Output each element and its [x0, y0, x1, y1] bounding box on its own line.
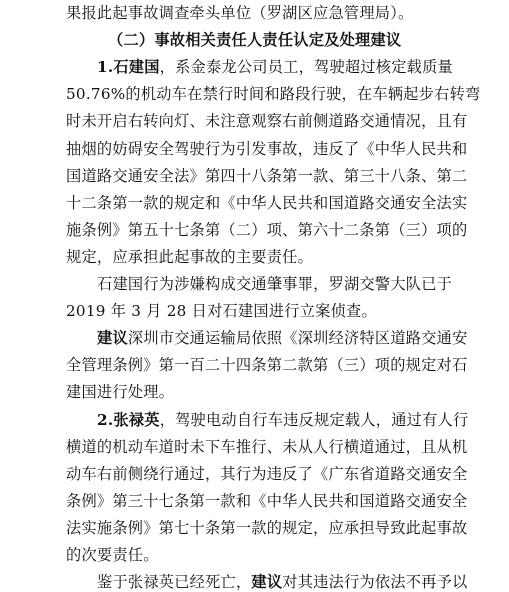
text-line-1	[66, 3, 413, 23]
text-line-14	[66, 355, 467, 375]
line-text: 十二条第一款的规定和《中华人民共和国道路交通安全法实	[66, 193, 468, 212]
text-line-12	[66, 301, 377, 321]
text-line-10	[66, 247, 313, 267]
text-line-17	[66, 437, 467, 457]
line-text: 鉴于张禄英已经死亡，	[97, 573, 252, 592]
line-text: 条例》第三十七条第一款和《中华人民共和国道路交通安全	[66, 491, 468, 510]
section-heading	[108, 30, 401, 50]
person-name: 1.石建国	[97, 58, 160, 77]
line-text: 50.76%的机动车在禁行时间和路段行驶，在车辆起步右转弯	[66, 85, 481, 104]
line-text: 法实施条例》第七十条第一款的规定，应承担导致此起事故	[66, 518, 468, 537]
line-text: 石建国行为涉嫌构成交通肇事罪，罗湖交警大队已于	[97, 275, 453, 293]
text-line-11	[97, 274, 452, 294]
line-text: 的次要责任。	[66, 546, 159, 564]
line-text: ，系金泰龙公司员工，驾驶超过核定载质量	[159, 58, 453, 77]
line-text: 建国进行处理。	[66, 383, 175, 402]
text-line-21	[66, 545, 159, 565]
text-line-18	[66, 464, 467, 484]
line-text: 深圳市交通运输局依照《深圳经济特区道路交通安	[127, 329, 468, 348]
line-text: 对其违法行为依法不再予以	[282, 573, 468, 592]
suggestion-label: 建议	[97, 329, 128, 348]
text-line-15	[66, 382, 174, 402]
line-text: 动车右前侧绕行通过，其行为违反了《广东省道路交通安全	[66, 464, 468, 483]
text-line-19	[66, 491, 467, 511]
line-text: 果报此起事故调查牵头单位（罗湖区应急管理局）。	[66, 4, 414, 22]
line-text: 抽烟的妨碍安全驾驶行为引发事故，违反了《中华人民共和	[66, 139, 468, 158]
text-line-20	[66, 518, 467, 538]
line-text: ，驾驶电动自行车违反规定载人，通过有人行	[159, 410, 469, 429]
line-text: 横道的机动车道时未下车推行、未从人行横道通过，且从机	[66, 437, 468, 456]
text-line-16	[97, 410, 468, 430]
text-line-7	[66, 166, 467, 186]
line-text: 规定，应承担此起事故的主要责任。	[66, 247, 313, 266]
text-line-3	[97, 57, 453, 77]
text-line-4	[66, 84, 480, 104]
line-text: 施条例》第五十七条第（二）项、第六十二条第（三）项的	[66, 220, 468, 239]
line-text: 时未开启右转向灯、未注意观察右前侧道路交通情况，且有	[66, 112, 468, 131]
text-line-13	[97, 328, 468, 348]
heading-text: （二）事故相关责任人责任认定及处理建议	[108, 31, 402, 50]
line-text: 国道路交通安全法》第四十八条第一款、第三十八条、第二	[66, 166, 468, 185]
text-line-22	[97, 572, 468, 592]
text-line-8	[66, 193, 467, 213]
text-line-5	[66, 111, 467, 131]
text-line-6	[66, 139, 467, 159]
text-line-9	[66, 220, 467, 240]
line-text: 全管理条例》第一百二十四条第二款第（三）项的规定对石	[66, 356, 468, 375]
line-text: 2019 年 3 月 28 日对石建国进行立案侦查。	[66, 302, 377, 321]
person-name: 2.张禄英	[97, 410, 160, 429]
suggestion-label: 建议	[251, 573, 283, 592]
